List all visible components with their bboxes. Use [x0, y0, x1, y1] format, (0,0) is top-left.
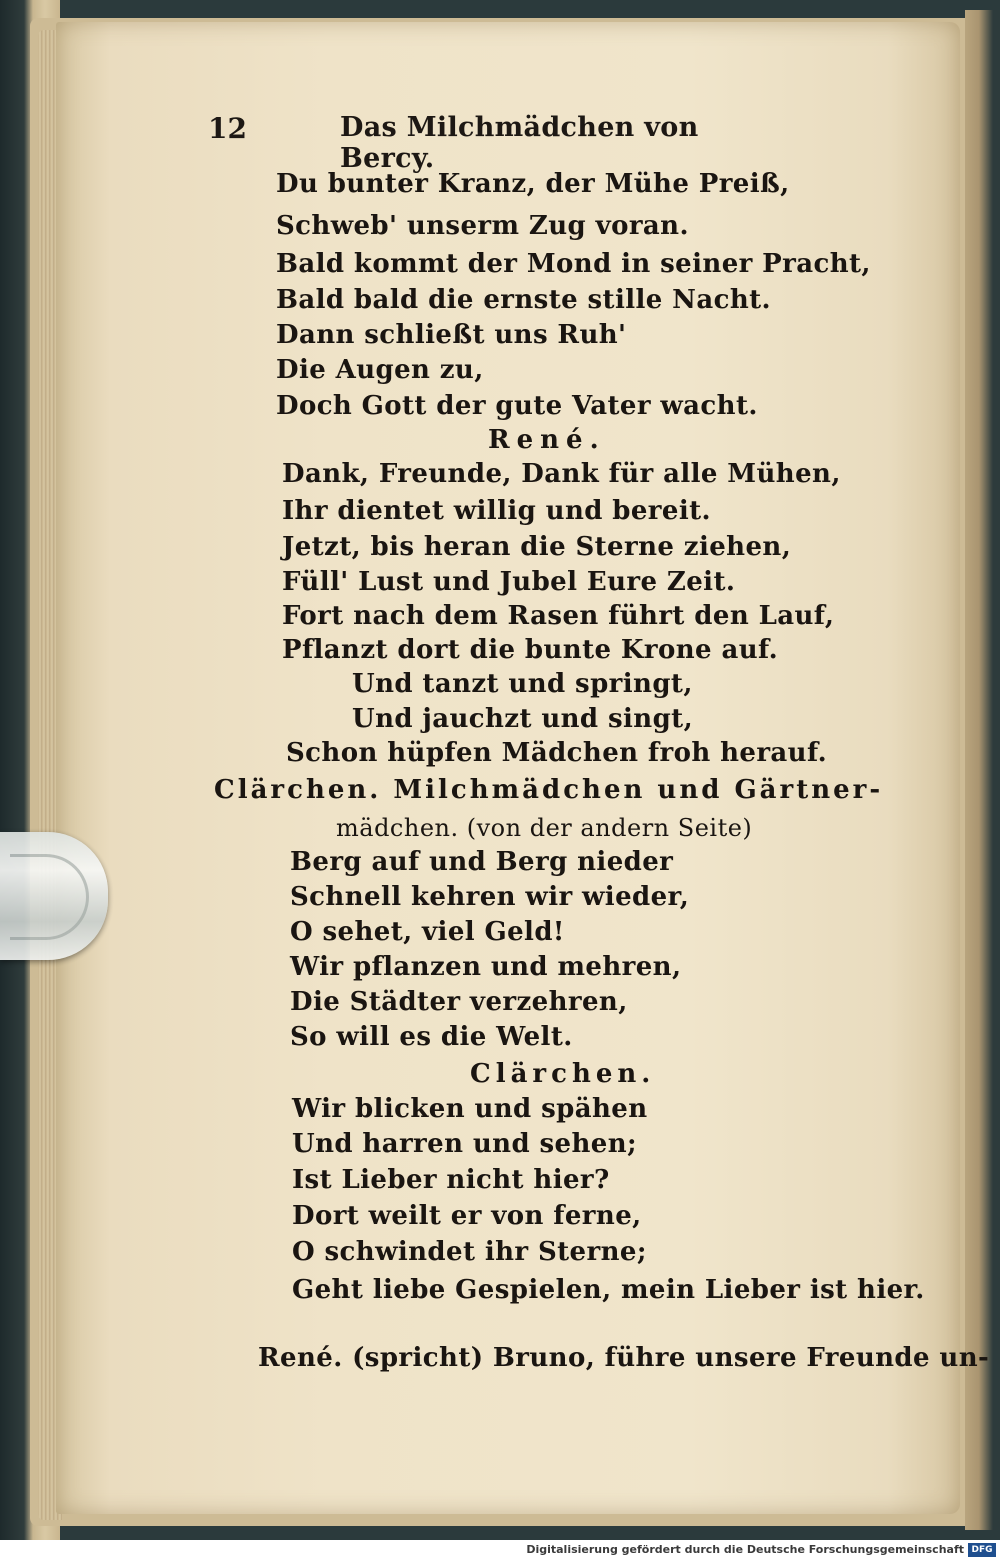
text-line: O sehet, viel Geld! — [290, 917, 565, 947]
text-line: Doch Gott der gute Vater wacht. — [276, 391, 758, 421]
page-clip — [0, 832, 108, 960]
text-line: Berg auf und Berg nieder — [290, 847, 674, 877]
running-title: Das Milchmädchen von Bercy. — [340, 112, 699, 174]
text-line: Jetzt, bis heran die Sterne ziehen, — [282, 532, 792, 562]
funding-credit: Digitalisierung gefördert durch die Deutsche Forschungsgemeinschaft — [526, 1543, 964, 1556]
text-line: So will es die Welt. — [290, 1022, 573, 1052]
text-line: Schnell kehren wir wieder, — [290, 882, 690, 912]
text-line: Ist Lieber nicht hier? — [292, 1165, 610, 1195]
text-line: Wir pflanzen und mehren, — [290, 952, 682, 982]
text-line: Die Städter verzehren, — [290, 987, 628, 1017]
text-line: Wir blicken und spähen — [292, 1094, 648, 1124]
speaker-names: Clärchen. Milchmädchen und Gärtner- — [214, 775, 884, 805]
text-line: Und jauchzt und singt, — [352, 704, 694, 734]
digitization-footer — [0, 1540, 1000, 1561]
text-line: Schon hüpfen Mädchen froh herauf. — [286, 738, 828, 768]
text-line: Geht liebe Gespielen, mein Lieber ist hier. — [292, 1275, 925, 1305]
text-line: Pflanzt dort die bunte Krone auf. — [282, 635, 779, 665]
text-line: Fort nach dem Rasen führt den Lauf, — [282, 601, 835, 631]
speaker-name: Clärchen. — [470, 1059, 656, 1089]
text-line: Dann schließt uns Ruh' — [276, 320, 627, 350]
speaker-name: René. — [488, 425, 606, 455]
text-line: Schweb' unserm Zug voran. — [276, 211, 689, 241]
text-line: Dort weilt er von ferne, — [292, 1201, 642, 1231]
text-line: Und harren und sehen; — [292, 1129, 638, 1159]
text-line: Bald bald die ernste stille Nacht. — [276, 285, 771, 315]
text-line: Ihr dientet willig und bereit. — [282, 496, 711, 526]
text-line: Dank, Freunde, Dank für alle Mühen, — [282, 459, 841, 489]
text-line: O schwindet ihr Sterne; — [292, 1237, 647, 1267]
stage-direction: mädchen. (von der andern Seite) — [336, 814, 753, 842]
text-line: Die Augen zu, — [276, 355, 484, 385]
text-line: René. (spricht) Bruno, führe unsere Freunde un- — [258, 1343, 990, 1373]
text-line: Und tanzt und springt, — [352, 669, 693, 699]
page-header — [208, 112, 768, 174]
text-line: Du bunter Kranz, der Mühe Preiß, — [276, 169, 790, 199]
text-line: Füll' Lust und Jubel Eure Zeit. — [282, 567, 736, 597]
dfg-logo-icon: DFG — [968, 1543, 996, 1557]
page-number: 12 — [208, 112, 247, 145]
book-cover-edge — [965, 10, 1000, 1530]
text-line: Bald kommt der Mond in seiner Pracht, — [276, 249, 871, 279]
